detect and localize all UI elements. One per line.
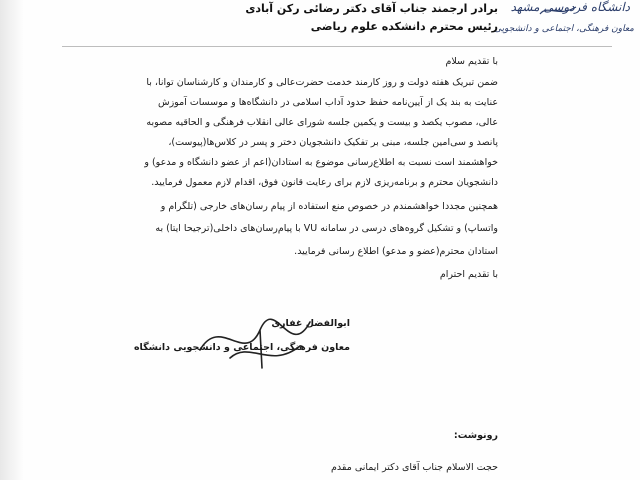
closing: با تقدیم احترام xyxy=(439,269,498,280)
scan-edge-shadow xyxy=(0,0,24,480)
body-line: همچنین مجددا خواهشمندم در خصوص منع استفاده از پیام رسان‌های خارجی (تلگرام و xyxy=(160,201,498,212)
letterhead-department: معاون فرهنگی، اجتماعی و دانشجویی xyxy=(494,24,634,34)
greeting: با تقدیم سلام xyxy=(445,56,498,67)
signatory-title: معاون فرهنگی، اجتماعی و دانشجویی دانشگاه xyxy=(133,342,350,353)
addressee-title: رئیس محترم دانشکده علوم ریاضی xyxy=(310,20,498,33)
body-line: استادان محترم(عضو و مدعو) اطلاع رسانی فرمایید. xyxy=(294,246,498,257)
addressee-name: برادر ارجمند جناب آقای دکتر رضائی رکن آبادی xyxy=(245,2,498,15)
cc-recipient: حجت الاسلام جناب آقای دکتر ایمانی مقدم xyxy=(331,462,498,473)
body-line: پانصد و سی‌امین جلسه، مبنی بر تفکیک دانشجویان دختر و پسر در کلاس‌ها(پیوست)، xyxy=(168,137,498,148)
body-line: عالی، مصوب یکصد و بیست و یکمین جلسه شورای عالی انقلاب فرهنگی و الحاقیه مصوبه xyxy=(146,117,498,128)
header-divider xyxy=(62,46,612,47)
body-line: عنایت به بند یک از آیین‌نامه حفظ حدود آداب اسلامی در دانشگاه‌ها و موسسات آموزش xyxy=(158,97,498,108)
letterhead xyxy=(494,0,636,52)
signatory-name: ابوالفضل غفاری xyxy=(271,318,350,329)
body-line: خواهشمند است نسبت به اطلاع‌رسانی موضوع به استادان(اعم از عضو دانشگاه و مدعو) و xyxy=(144,157,498,168)
letterhead-university: دانشگاه فردوسی مشهد xyxy=(510,0,630,14)
body-line: ضمن تبریک هفته دولت و روز کارمند خدمت حضرت‌عالی و کارمندان و کارشناسان توانا، با xyxy=(146,77,498,88)
cc-label: رونوشت: xyxy=(453,430,498,441)
body-line: واتساپ) و تشکیل گروه‌های درسی در سامانه VU با پیام‌رسان‌های داخلی(ترجیحا ایتا) به xyxy=(155,223,498,234)
body-line: دانشجویان محترم و برنامه‌ریزی لازم برای رعایت قانون فوق، اقدام لازم معمول فرمایید. xyxy=(151,177,498,188)
signature-block xyxy=(133,312,350,372)
